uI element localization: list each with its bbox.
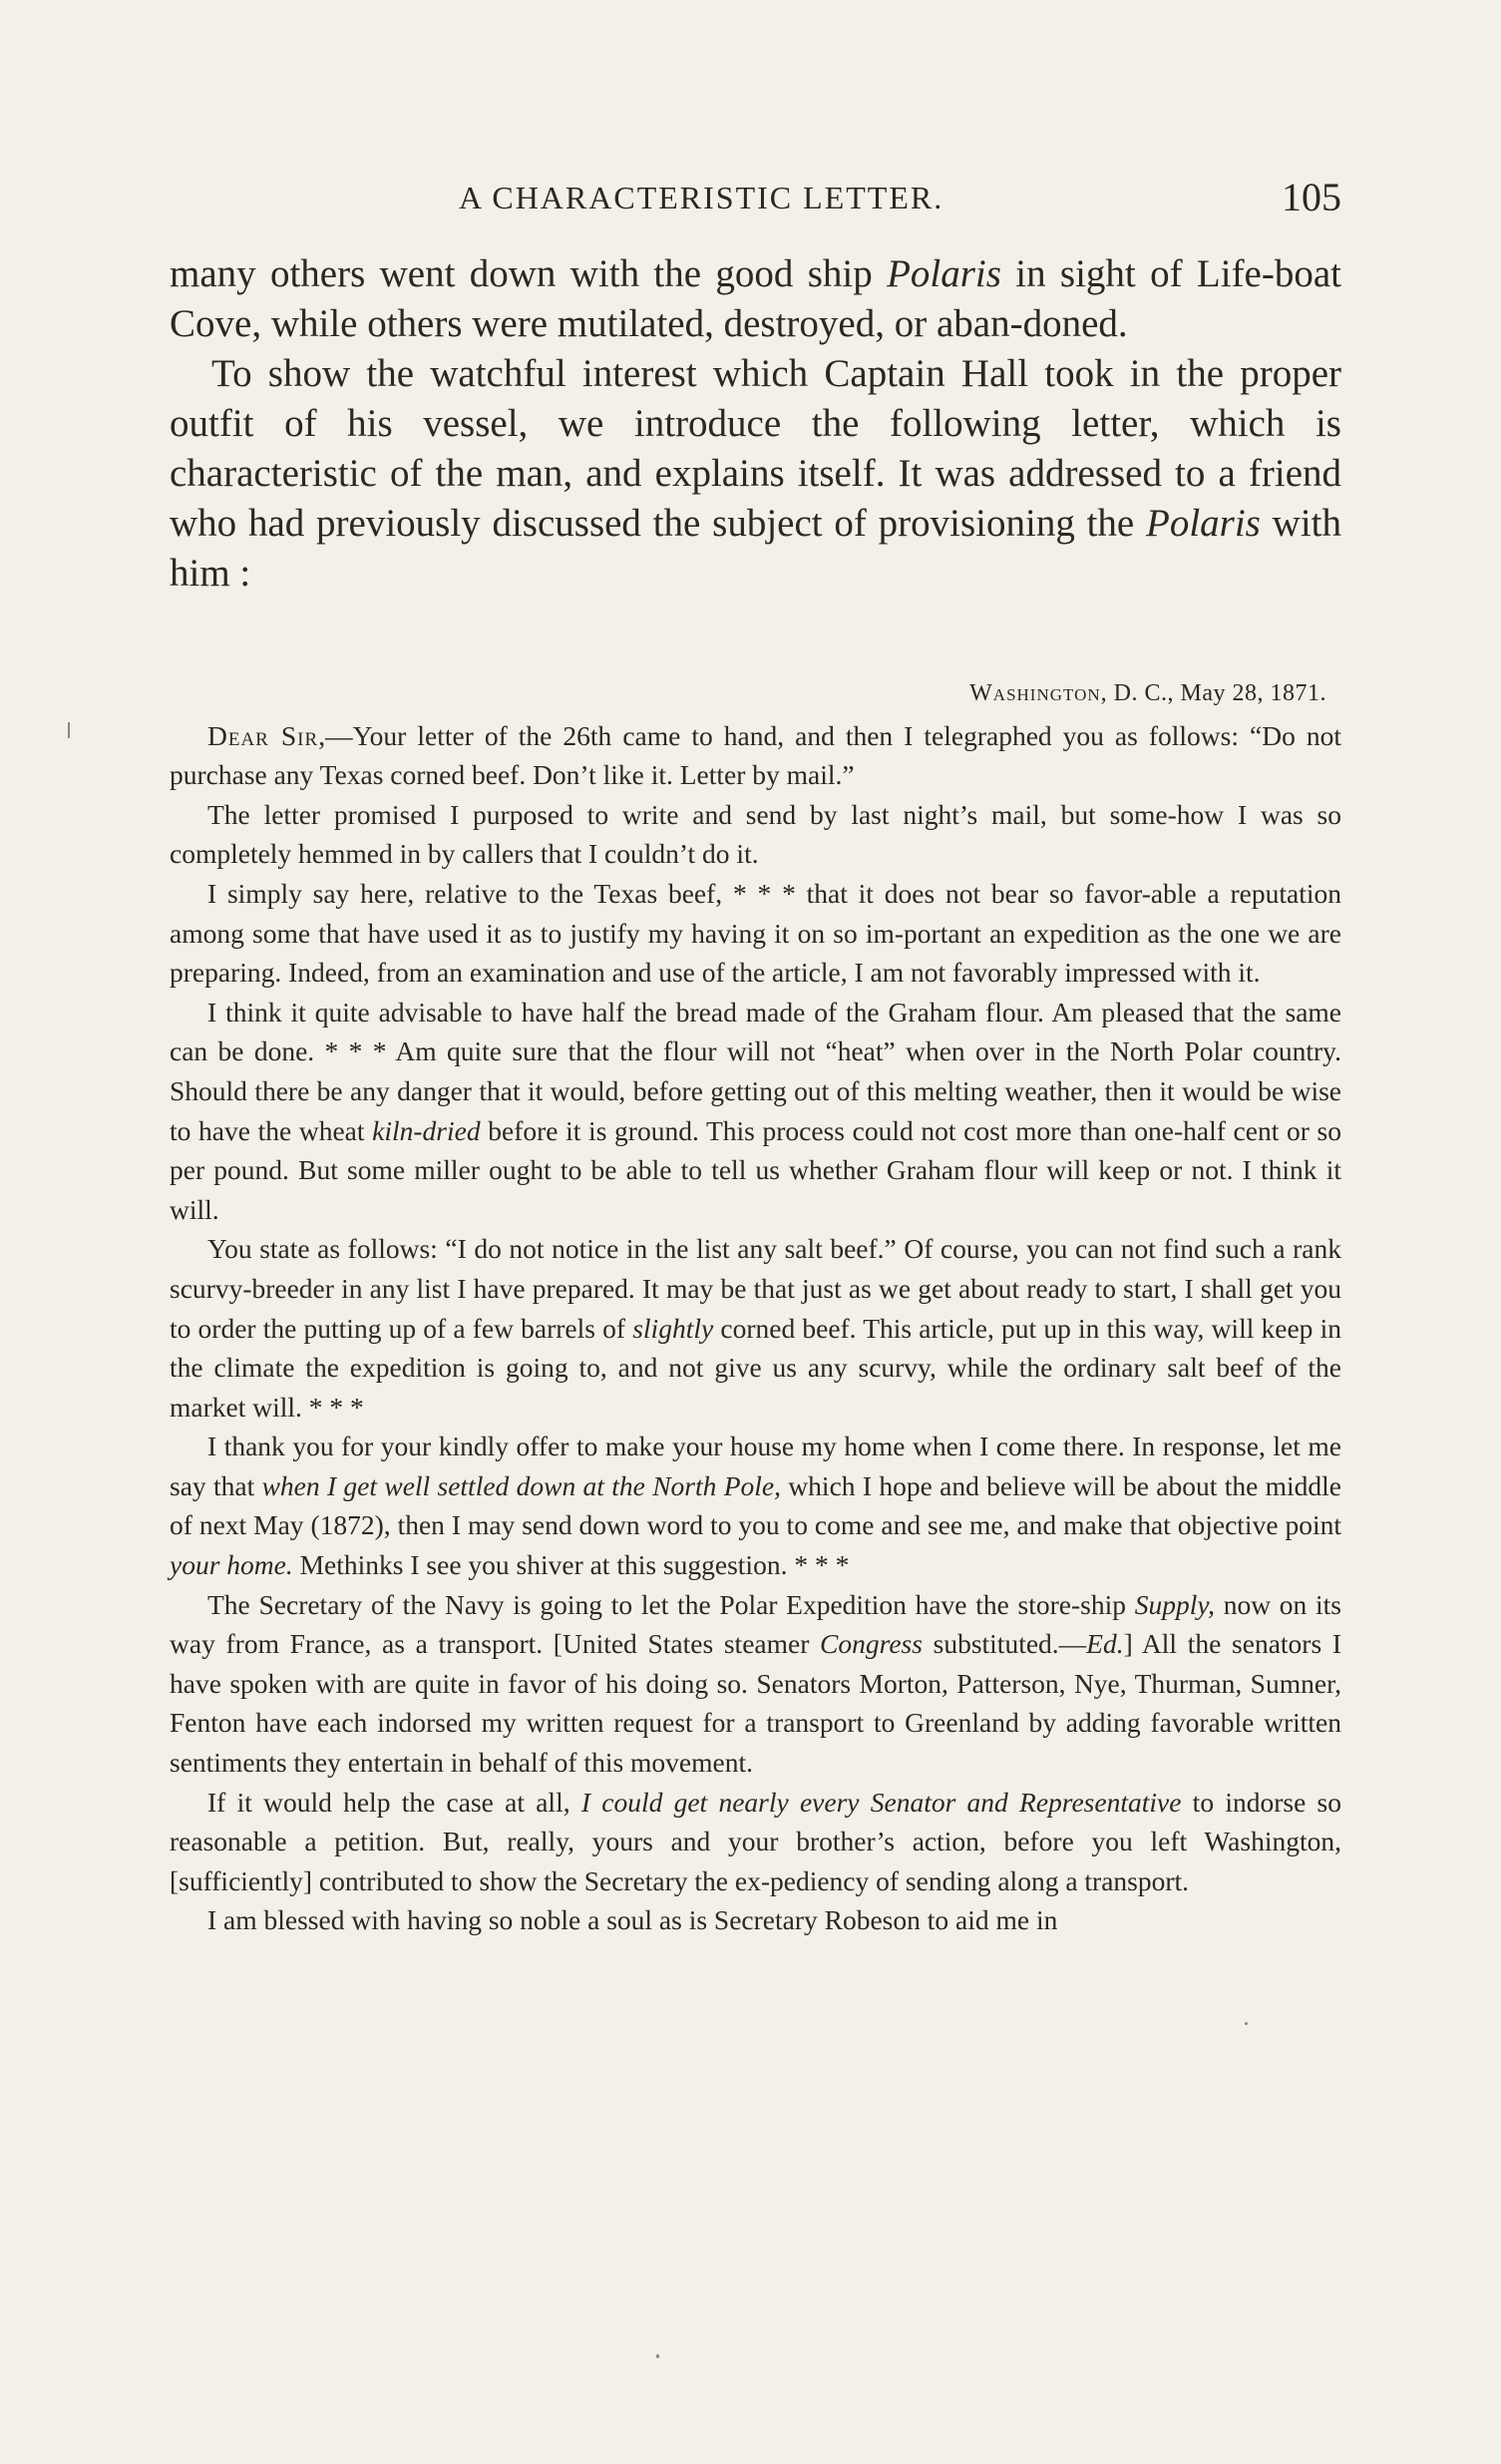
intro-paragraph-1: many others went down with the good ship Polaris in sight of Life-boat Cove, while others were mutilated, destroyed, or aban-doned. <box>170 252 1341 345</box>
letter-paragraph-4: I think it quite advisable to have half the bread made of the Graham flour. Am pleased that the same can be done. * * * Am quite sure that the flour will not “heat” when over in the North Polar country. Should there be any danger that it would, before getting out of this melting weather, then it would be wise to have the wheat kiln-dried before it is ground. This process could not cost more than one-half cent or so per pound. But some miller ought to be able to tell us whether Graham flour will keep or not. I think it will. <box>170 996 1341 1225</box>
salutation: Dear Sir <box>207 719 319 751</box>
letter-paragraph-1: Dear Sir,—Your letter of the 26th came to hand, and then I telegraphed you as follows: “Do not purchase any Texas corned beef. Don’t like it. Letter by mail.” <box>170 719 1342 791</box>
paper-speck <box>656 2354 659 2358</box>
letter-dateline: Washington, D. C., May 28, 1871. <box>969 680 1326 706</box>
letter-paragraph-2: The letter promised I purposed to write and send by last night’s mail, but some-how I was so completely hemmed in by callers that I couldn’t do it. <box>170 798 1341 870</box>
letter-paragraph-7: The Secretary of the Navy is going to let the Polar Expedition have the store-ship Supply, now on its way from France, as a transport. [United States steamer Congress substituted.—Ed.] All the senators I have spoken with are quite in favor of his doing so. Senators Morton, Patterson, Nye, Thurman, Sumner, Fenton have each indorsed my written request for a transport to Greenland by adding favorable written sentiments they entertain in behalf of this movement. <box>170 1588 1342 1779</box>
letter-paragraph-5: You state as follows: “I do not notice in the list any salt beef.” Of course, you can not find such a rank scurvy-breeder in any list I have prepared. It may be that just as we get about ready to start, I shall get you to order the putting up of a few barrels of slightly corned beef. This article, put up in this way, will keep in the climate the expedition is going to, and not give us any scurvy, while the ordinary salt beef of the market will. * * * <box>170 1233 1341 1423</box>
letter-paragraph-6: I thank you for your kindly offer to make your house my home when I come there. In response, let me say that when I get well settled down at the North Pole, which I hope and believe will be about the middle of next May (1872), then I may send down word to you to come and see me, and make that objective point your home. Methinks I see you shiver at this suggestion. * * * <box>170 1431 1342 1581</box>
running-head <box>170 174 1341 233</box>
ship-name: Polaris <box>887 252 1001 295</box>
intro-paragraph-2: To show the watchful interest which Captain Hall took in the proper outfit of his vessel, we introduce the following letter, which is characteristic of the man, and explains itself. It was addressed to a friend who had previously discussed the subject of provisioning the Polaris with him : <box>170 352 1341 595</box>
page-number: 105 <box>1282 175 1341 219</box>
paper-speck <box>1245 2022 1248 2025</box>
letter-paragraph-8: If it would help the case at all, I could get nearly every Senator and Representative to indorse so reasonable a petition. But, really, yours and your brother’s action, before you left Washington, [sufficiently] contributed to show the Secretary the ex-pediency of sending along a transport. <box>170 1786 1341 1896</box>
ship-name: Polaris <box>1146 502 1261 545</box>
dateline-place: Washington <box>969 680 1101 706</box>
letter-paragraph-3: I simply say here, relative to the Texas beef, * * * that it does not bear so favor-able a reputation among some that have used it as to justify my having it on so im-portant an expedition as the one we are preparing. Indeed, from an examination and use of the article, I am not favorably impressed with it. <box>170 877 1341 989</box>
letter <box>170 674 1341 1940</box>
running-head-title: A CHARACTERISTIC LETTER. <box>459 180 944 215</box>
margin-speck <box>68 722 70 738</box>
letter-paragraph-9: I am blessed with having so noble a soul as is Secretary Robeson to aid me in <box>207 1904 1058 1936</box>
intro-text <box>170 249 1341 599</box>
